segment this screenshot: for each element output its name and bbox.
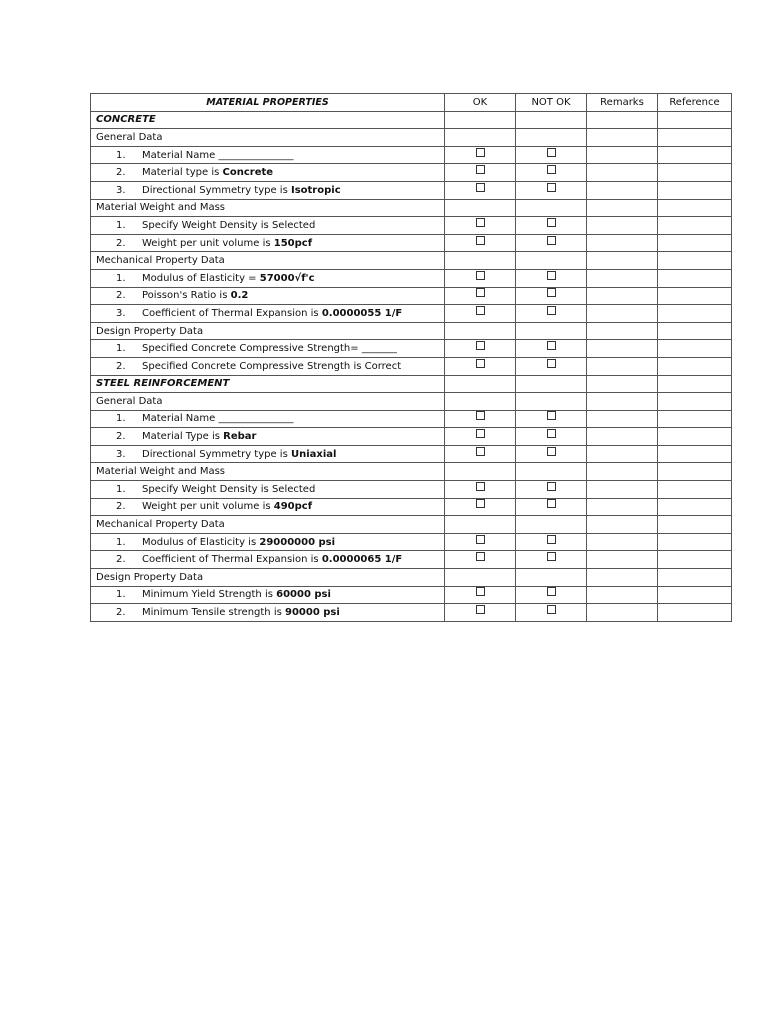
group-title: Material Weight and Mass [96,466,225,478]
checklist-item-row [91,551,732,569]
remarks-cell[interactable] [587,551,658,569]
property-cell [91,146,445,164]
property-cell [91,498,445,516]
material-properties-table [90,93,732,622]
remarks-cell[interactable] [587,586,658,604]
checklist-item-row [91,357,732,375]
not-ok-cell [516,428,587,446]
remarks-cell[interactable] [587,234,658,252]
remarks-cell[interactable] [587,252,658,270]
group-title: General Data [96,131,163,143]
remarks-cell[interactable] [587,146,658,164]
ok-checkbox[interactable] [476,535,485,544]
not-ok-cell [516,252,587,270]
item-number: 3. [116,184,126,196]
not-ok-cell [516,445,587,463]
ok-checkbox[interactable] [476,183,485,192]
item-text: Weight per unit volume is [142,501,274,513]
remarks-cell[interactable] [587,305,658,323]
remarks-cell[interactable] [587,516,658,534]
not-ok-cell [516,305,587,323]
checklist-item-row [91,234,732,252]
property-cell [91,569,445,587]
property-cell [91,463,445,481]
remarks-cell[interactable] [587,340,658,358]
property-cell [91,428,445,446]
not-ok-cell [516,146,587,164]
remarks-cell[interactable] [587,498,658,516]
item-number: 3. [116,448,126,460]
ok-checkbox[interactable] [476,447,485,456]
ok-cell [445,164,516,182]
checklist-item-row [91,340,732,358]
reference-cell[interactable] [658,199,732,217]
item-text: Directional Symmetry type is [142,448,291,460]
item-number: 1. [116,413,126,425]
remarks-cell[interactable] [587,164,658,182]
not-ok-checkbox[interactable] [547,148,556,157]
reference-cell[interactable] [658,164,732,182]
ok-cell [445,234,516,252]
checklist-item-row [91,533,732,551]
ok-cell [445,410,516,428]
not-ok-checkbox[interactable] [547,359,556,368]
not-ok-cell [516,463,587,481]
ok-cell [445,252,516,270]
group-title: Design Property Data [96,325,204,337]
ok-checkbox[interactable] [476,148,485,157]
item-value: Rebar [223,431,257,443]
table-body [91,111,732,621]
ok-cell [445,357,516,375]
reference-cell[interactable] [658,481,732,499]
not-ok-cell [516,516,587,534]
not-ok-cell [516,375,587,393]
ok-cell [445,586,516,604]
not-ok-cell [516,269,587,287]
item-text: Minimum Yield Strength is [142,589,277,601]
ok-checkbox[interactable] [476,499,485,508]
item-value: 29000000 psi [259,536,336,548]
ok-checkbox[interactable] [476,271,485,280]
ok-checkbox[interactable] [476,236,485,245]
item-number: 1. [116,272,126,284]
property-cell [91,551,445,569]
not-ok-checkbox[interactable] [547,605,556,614]
property-cell [91,287,445,305]
not-ok-checkbox[interactable] [547,183,556,192]
property-cell [91,410,445,428]
item-number: 1. [116,343,126,355]
item-text: Minimum Tensile strength is [142,607,285,619]
not-ok-cell [516,217,587,235]
ok-checkbox[interactable] [476,306,485,315]
property-cell [91,129,445,147]
checklist-item-row [91,287,732,305]
property-cell [91,445,445,463]
not-ok-checkbox[interactable] [547,587,556,596]
header-ok: OK [445,94,516,112]
item-number: 1. [116,219,126,231]
property-cell [91,305,445,323]
property-cell [91,393,445,411]
group-row [91,322,732,340]
property-cell [91,181,445,199]
group-row [91,516,732,534]
ok-checkbox[interactable] [476,429,485,438]
not-ok-cell [516,287,587,305]
reference-cell[interactable] [658,305,732,323]
reference-cell[interactable] [658,217,732,235]
reference-cell[interactable] [658,533,732,551]
item-number: 1. [116,483,126,495]
item-text: Material type is [142,167,223,179]
property-cell [91,111,445,129]
header-reference: Reference [658,94,732,112]
reference-cell[interactable] [658,445,732,463]
not-ok-cell [516,481,587,499]
not-ok-cell [516,129,587,147]
header-material-properties: MATERIAL PROPERTIES [91,94,445,112]
item-value: 57000√f'c [259,272,315,284]
ok-cell [445,181,516,199]
item-number: 1. [116,149,126,161]
reference-cell[interactable] [658,234,732,252]
property-cell [91,269,445,287]
ok-cell [445,463,516,481]
ok-cell [445,498,516,516]
ok-cell [445,428,516,446]
not-ok-cell [516,586,587,604]
ok-cell [445,604,516,622]
not-ok-checkbox[interactable] [547,341,556,350]
ok-cell [445,445,516,463]
item-text: Specify Weight Density is Selected [142,483,316,495]
not-ok-cell [516,340,587,358]
ok-cell [445,569,516,587]
item-number: 1. [116,536,126,548]
not-ok-checkbox[interactable] [547,429,556,438]
not-ok-cell [516,410,587,428]
ok-checkbox[interactable] [476,165,485,174]
property-cell [91,604,445,622]
reference-cell[interactable] [658,269,732,287]
not-ok-cell [516,181,587,199]
item-text: Modulus of Elasticity is [142,536,260,548]
remarks-cell[interactable] [587,269,658,287]
group-title: Material Weight and Mass [96,202,225,214]
ok-cell [445,322,516,340]
item-text: Material Name _______________ [142,149,294,161]
reference-cell[interactable] [658,322,732,340]
property-cell [91,322,445,340]
remarks-cell[interactable] [587,375,658,393]
group-row [91,129,732,147]
header-row [91,94,732,112]
not-ok-checkbox[interactable] [547,236,556,245]
group-row [91,463,732,481]
ok-checkbox[interactable] [476,552,485,561]
not-ok-cell [516,322,587,340]
not-ok-checkbox[interactable] [547,447,556,456]
ok-checkbox[interactable] [476,288,485,297]
property-cell [91,164,445,182]
item-value: 0.0000065 1/F [321,554,403,566]
checklist-item-row [91,181,732,199]
group-row [91,252,732,270]
remarks-cell[interactable] [587,481,658,499]
ok-checkbox[interactable] [476,341,485,350]
section-row [91,111,732,129]
ok-cell [445,533,516,551]
item-number: 2. [116,237,126,249]
not-ok-cell [516,569,587,587]
reference-cell[interactable] [658,428,732,446]
property-cell [91,199,445,217]
group-row [91,393,732,411]
item-value: 0.0000055 1/F [321,307,403,319]
item-number: 1. [116,589,126,601]
ok-cell [445,516,516,534]
reference-cell[interactable] [658,181,732,199]
reference-cell[interactable] [658,463,732,481]
remarks-cell[interactable] [587,217,658,235]
reference-cell[interactable] [658,569,732,587]
ok-cell [445,129,516,147]
remarks-cell[interactable] [587,445,658,463]
ok-cell [445,481,516,499]
item-text: Directional Symmetry type is [142,184,291,196]
remarks-cell[interactable] [587,181,658,199]
remarks-cell[interactable] [587,322,658,340]
group-title: Design Property Data [96,571,204,583]
not-ok-checkbox[interactable] [547,218,556,227]
header-not-ok: NOT OK [516,94,587,112]
remarks-cell[interactable] [587,393,658,411]
checklist-item-row [91,428,732,446]
remarks-cell[interactable] [587,533,658,551]
item-text: Specified Concrete Compressive Strength= _______ [142,343,397,355]
not-ok-checkbox[interactable] [547,552,556,561]
reference-cell[interactable] [658,111,732,129]
ok-checkbox[interactable] [476,482,485,491]
not-ok-checkbox[interactable] [547,411,556,420]
checklist-item-row [91,604,732,622]
remarks-cell[interactable] [587,129,658,147]
property-cell [91,252,445,270]
checklist-item-row [91,481,732,499]
section-title: STEEL REINFORCEMENT [96,378,230,390]
remarks-cell[interactable] [587,111,658,129]
item-value: 90000 psi [284,607,340,619]
item-value: 0.2 [230,290,249,302]
item-text: Coefficient of Thermal Expansion is [142,554,322,566]
item-value: 60000 psi [276,589,331,601]
item-number: 2. [116,607,126,619]
ok-checkbox[interactable] [476,359,485,368]
item-number: 2. [116,431,126,443]
item-text: Specify Weight Density is Selected [142,219,316,231]
remarks-cell[interactable] [587,463,658,481]
not-ok-cell [516,604,587,622]
reference-cell[interactable] [658,375,732,393]
reference-cell[interactable] [658,498,732,516]
property-cell [91,340,445,358]
checklist-item-row [91,410,732,428]
ok-cell [445,393,516,411]
ok-cell [445,199,516,217]
ok-checkbox[interactable] [476,605,485,614]
item-text: Material Name _______________ [142,413,294,425]
property-cell [91,217,445,235]
checklist-item-row [91,305,732,323]
property-cell [91,533,445,551]
item-number: 2. [116,554,126,566]
item-number: 2. [116,360,126,372]
reference-cell[interactable] [658,287,732,305]
checklist-item-row [91,445,732,463]
ok-cell [445,287,516,305]
not-ok-cell [516,551,587,569]
item-value: Isotropic [290,184,341,196]
group-row [91,569,732,587]
not-ok-checkbox[interactable] [547,499,556,508]
ok-checkbox[interactable] [476,411,485,420]
header-remarks: Remarks [587,94,658,112]
ok-cell [445,551,516,569]
group-title: General Data [96,395,163,407]
ok-checkbox[interactable] [476,587,485,596]
remarks-cell[interactable] [587,287,658,305]
ok-cell [445,111,516,129]
item-text: Poisson's Ratio is [142,290,231,302]
not-ok-checkbox[interactable] [547,288,556,297]
reference-cell[interactable] [658,357,732,375]
group-title: Mechanical Property Data [96,519,225,531]
item-text: Material Type is [142,431,224,443]
remarks-cell[interactable] [587,428,658,446]
reference-cell[interactable] [658,146,732,164]
reference-cell[interactable] [658,129,732,147]
ok-cell [445,375,516,393]
reference-cell[interactable] [658,551,732,569]
not-ok-cell [516,164,587,182]
item-value: 150pcf [273,237,313,249]
not-ok-cell [516,533,587,551]
item-text: Coefficient of Thermal Expansion is [142,307,322,319]
item-text: Specified Concrete Compressive Strength is Correct [142,360,402,372]
ok-cell [445,269,516,287]
property-cell [91,516,445,534]
property-cell [91,357,445,375]
property-cell [91,375,445,393]
checklist-item-row [91,146,732,164]
not-ok-cell [516,199,587,217]
not-ok-cell [516,357,587,375]
ok-cell [445,305,516,323]
section-row [91,375,732,393]
item-text: Weight per unit volume is [142,237,274,249]
ok-cell [445,217,516,235]
item-value: 490pcf [273,501,313,513]
property-cell [91,586,445,604]
checklist-item-row [91,164,732,182]
item-number: 3. [116,307,126,319]
property-cell [91,234,445,252]
reference-cell[interactable] [658,252,732,270]
remarks-cell[interactable] [587,357,658,375]
ok-checkbox[interactable] [476,218,485,227]
not-ok-cell [516,498,587,516]
not-ok-checkbox[interactable] [547,482,556,491]
not-ok-checkbox[interactable] [547,271,556,280]
not-ok-cell [516,393,587,411]
section-title: CONCRETE [96,114,156,126]
checklist-item-row [91,498,732,516]
property-cell [91,481,445,499]
ok-cell [445,146,516,164]
not-ok-checkbox[interactable] [547,306,556,315]
reference-cell[interactable] [658,516,732,534]
item-value: Concrete [222,167,274,179]
remarks-cell[interactable] [587,410,658,428]
remarks-cell[interactable] [587,569,658,587]
item-value: Uniaxial [290,448,337,460]
group-row [91,199,732,217]
reference-cell[interactable] [658,586,732,604]
not-ok-checkbox[interactable] [547,165,556,174]
item-number: 2. [116,167,126,179]
checklist-item-row [91,269,732,287]
reference-cell[interactable] [658,410,732,428]
not-ok-cell [516,234,587,252]
remarks-cell[interactable] [587,604,658,622]
remarks-cell[interactable] [587,199,658,217]
checklist-item-row [91,586,732,604]
reference-cell[interactable] [658,393,732,411]
group-title: Mechanical Property Data [96,255,225,267]
item-number: 2. [116,290,126,302]
not-ok-checkbox[interactable] [547,535,556,544]
checklist-item-row [91,217,732,235]
reference-cell[interactable] [658,604,732,622]
item-text: Modulus of Elasticity = [142,272,260,284]
reference-cell[interactable] [658,340,732,358]
item-number: 2. [116,501,126,513]
not-ok-cell [516,111,587,129]
ok-cell [445,340,516,358]
